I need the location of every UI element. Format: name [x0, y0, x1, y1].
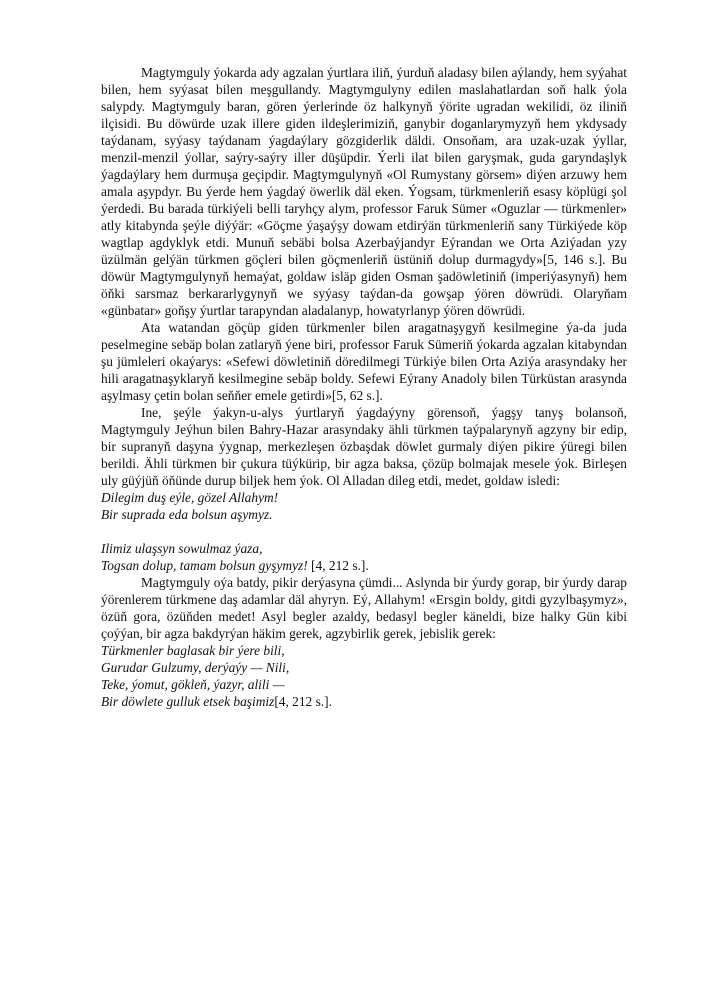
verse-line — [101, 693, 627, 710]
verse-line — [101, 557, 627, 574]
paragraph-1: Magtymguly ýokarda ady agzalan ýurtlara iliň, ýurduň aladasy bilen aýlandy, hem syýahat bilen, hem syýasat bilen meşgullandy. Magtymgulyny edilen maslahatlardan soň halk ýola salypdy. Magtymguly baran, gören ýerlerinde öz halkynyň ýörite ugradan wekilidi, öz iliniň ilçisidi. Bu döwürde uzak illere giden ildeşlerimiziň, ganybir doganlarymyzyň hem ykdysady taýdanam, syýasy taýdanam ýagdaýlary gözgiderlik däldi. Onsoňam, ara uzak-uzak ýyllar, menzil-menzil ýollar, saýry-saýry iller düşüpdir. Ýerli ilat bilen garyşmak, guda garyndaşlyk ýagdaýlary hem durmuşa geçipdir. Magtymgulynyň «Ol Rumystany görsem» diýen arzuwy hem amala aşypdyr. Bu ýerde hem ýagdaý öwerlik däl eken. Ýogsam, türkmenleriň esasy köplügi şol ýerdedi. Bu barada türkiýeli belli taryhçy alym, professor Faruk Sümer «Oguzlar — türkmenler» atly kitabynda şeýle diýýär: «Göçme ýaşaýşy dowam etdirýän türkmenleriň sany Türkiýede köp wagtlap agdyklyk etdi. Munuň sebäbi bolsa Azerbaýjandyr Eýrandan we Orta Aziýadan yzy üzülmän gelýän türkmen göçleri bilen göçmenleriň üstüniň dolup durmagydy»[5, 146 s.]. Bu döwür Magtymgulynyň hemaýat, goldaw isläp giden Osman şadöwletiniň (imperiýasynyň) hem öňki sarsmaz berkararlygynyň we syýasy taýdan-da gowşap ýören döwrüdi. Olaryňam «günbatar» goňşy ýurtlar tarapyndan aladalanyp, howatyrlanyp ýören döwrüdi. — [101, 65, 627, 318]
paragraph-4: Magtymguly oýa batdy, pikir derýasyna çümdi... Aslynda bir ýurdy gorap, bir ýurdy darap ýörenlerem türkmene daş adamlar däl ahyryn. Eý, Allahym! «Ersgin boldy, gitdi gyzylbaşymyz», özüň gora, özüňden medet! Asyl begler azaldy, bedasyl begler käneldi, bize halky Gün kibi çoýýan, bir agza bakdyrýan häkim gerek, agzybirlik gerek, jebislik gerek: — [101, 575, 627, 641]
citation: [4, 212 s.]. — [307, 558, 369, 573]
verse-line: Bir suprada eda bolsun aşymyz. — [101, 507, 273, 522]
stanza-gap — [101, 523, 627, 540]
paragraph-2: Ata watandan göçüp giden türkmenler bilen aragatnaşygyň kesilmegine ýa-da juda peselmegine sebäp bolan zatlaryň ýene biri, professor Faruk Sümeriň ýokarda agzalan kitabyndan şu jümleleri okaýarys: «Sefewi döwletiniň döredilmegi Türkiýe bilen Orta Aziýa arasyndaky her hili aragatnaşyklaryň kesilmegine sebäp boldy. Sefewi Eýrany Anadoly bilen Türküstan arasynda aşylmasy çetin bolan seňňer emele getirdi»[5, 62 s.]. — [101, 320, 627, 403]
verse-line: Dilegim duş eýle, gözel Allahym! — [101, 490, 279, 505]
verse-line: Ilimiz ulaşsyn sowulmaz ýaza, — [101, 541, 263, 556]
verse-line: Gurudar Gulzumy, derýaýy — Nili, — [101, 660, 290, 675]
paragraph-3: Ine, şeýle ýakyn-u-alys ýurtlaryň ýagdaýyny görensoň, ýagşy tanyş bolansoň, Magtymguly Jeýhun bilen Bahry-Hazar arasyndaky ähli türkmen taýpalarynyň agzyny bir edip, bir supranyň daşyna ýygnap, merkezleşen özbaşdak döwlet gurmaly diýen pikire ýüregi bilen berildi. Ähli türkmen bir çukura tüýkürip, bir agza baksa, çözüp bolmajak mesele ýok. Birleşen uly güýjüň öňünde durup biljek hem ýok. Ol Alladan dileg etdi, medet, goldaw isledi: — [101, 405, 627, 488]
citation: [4, 212 s.]. — [274, 694, 332, 709]
verse-text: Bir döwlete gulluk etsek başimiz — [101, 694, 275, 709]
verse-text: Togsan dolup, tamam bolsun gyşymyz! — [101, 558, 308, 573]
verse-line: Türkmenler baglasak bir ýere bili, — [101, 643, 285, 658]
verse-line: Teke, ýomut, gökleň, ýazyr, alili — — [101, 677, 285, 692]
document-body — [101, 64, 627, 710]
